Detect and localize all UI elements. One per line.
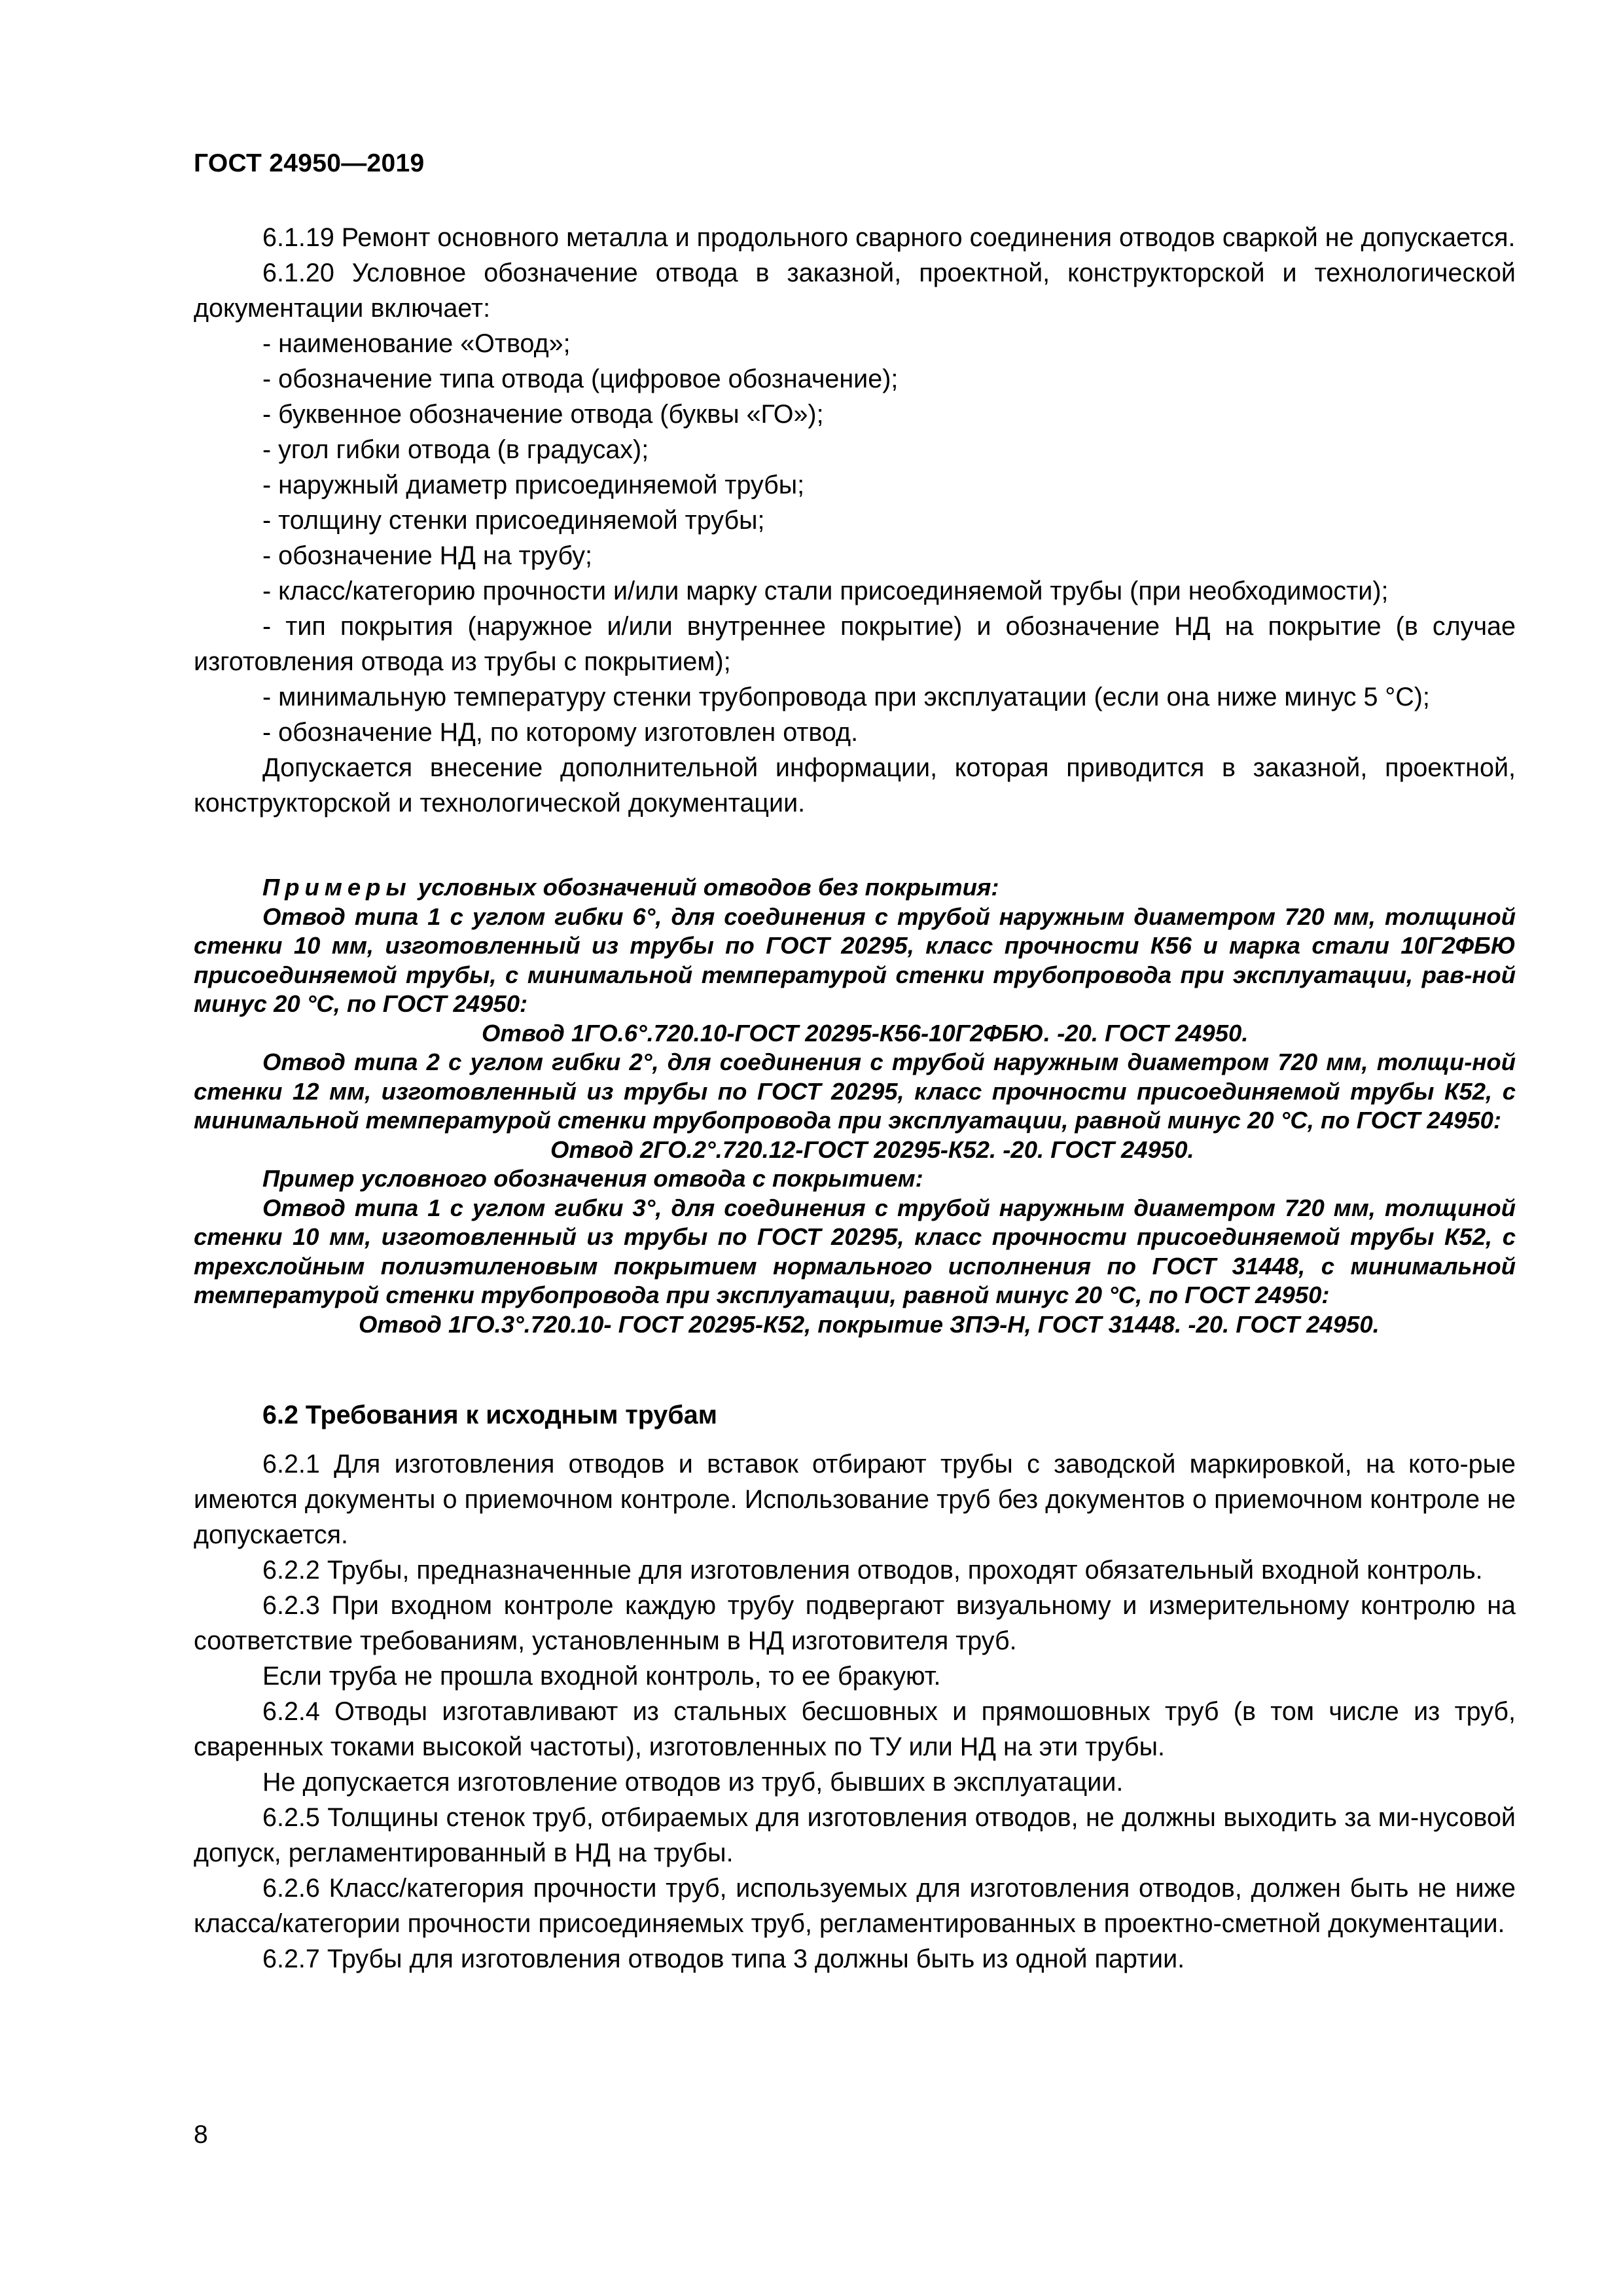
list-item: - угол гибки отвода (в градусах); (262, 435, 649, 464)
page-number: 8 (194, 2121, 208, 2149)
examples-heading (194, 873, 1516, 903)
paragraph-6-2-4: 6.2.4 Отводы изготавливают из стальных бесшовных и прямошовных труб (в том числе из труб, сваренных токами высокой частоты), изготовленных по ТУ или НД на эти трубы. (194, 1697, 1516, 1761)
list-item: - обозначение НД, по которому изготовлен отвод. (262, 718, 859, 747)
section-6-2-title: 6.2 Требования к исходным трубам (262, 1401, 717, 1429)
example-1-text: Отвод типа 1 с углом гибки 6°, для соединения с трубой наружным диаметром 720 мм, толщиной стенки 10 мм, изготовленный из трубы по ГОСТ 20295, класс прочности К56 и марка стали 10Г2ФБЮ присоединяемой трубы, с минимальной температурой стенки трубопровода при эксплуатации, рав-ной минус 20 °С, по ГОСТ 24950: (194, 903, 1516, 1017)
paragraph-6-2-1: 6.2.1 Для изготовления отводов и вставок отбирают трубы с заводской маркировкой, на кото-рые имеются документы о приемочном контроле. Использование труб без документов о приемочном контроле не допускается. (194, 1450, 1516, 1549)
paragraph-6-2-7: 6.2.7 Трубы для изготовления отводов типа 3 должны быть из одной партии. (262, 1945, 1185, 1973)
list-item: - тип покрытия (наружное и/или внутреннее покрытие) и обозначение НД на покрытие (в случае изготовления отвода из трубы с покрытием); (194, 612, 1516, 676)
document-header: ГОСТ 24950—2019 (194, 149, 425, 177)
list-item: - класс/категорию прочности и/или марку стали присоединяемой трубы (при необходимости); (262, 577, 1389, 605)
paragraph-reject: Если труба не прошла входной контроль, то ее бракуют. (262, 1662, 941, 1691)
paragraph-used-pipes: Не допускается изготовление отводов из труб, бывших в эксплуатации. (262, 1768, 1124, 1797)
list-item: - наименование «Отвод»; (262, 329, 571, 358)
list-item: - минимальную температуру стенки трубопровода при эксплуатации (если она ниже минус 5 °С); (262, 683, 1430, 711)
list-item: - толщину стенки присоединяемой трубы; (262, 506, 765, 535)
examples-block (194, 873, 1516, 1339)
paragraph-additional-info: Допускается внесение дополнительной информации, которая приводится в заказной, проектной, конструкторской и технологической документации. (194, 753, 1516, 817)
example-coated-heading: Пример условного обозначения отвода с покрытием: (262, 1165, 923, 1192)
example-2-text: Отвод типа 2 с углом гибки 2°, для соединения с трубой наружным диаметром 720 мм, толщи-ной стенки 12 мм, изготовленный из трубы по ГОСТ 20295, класс прочности присоединяемой трубы К52, с минимальной температурой стенки трубопровода при эксплуатации, равной минус 20 °С, по ГОСТ 24950: (194, 1049, 1516, 1134)
example-3-code: Отвод 1ГО.3°.720.10- ГОСТ 20295-К52, покрытие ЗПЭ-Н, ГОСТ 31448. -20. ГОСТ 24950. (359, 1310, 1380, 1338)
examples-heading-word: Примеры (262, 874, 412, 901)
paragraph-6-1-19: 6.1.19 Ремонт основного металла и продольного сварного соединения отводов сваркой не допускается. (262, 223, 1516, 252)
examples-heading-rest: условных обозначений отводов без покрытия: (411, 874, 999, 901)
paragraph-6-2-2: 6.2.2 Трубы, предназначенные для изготовления отводов, проходят обязательный входной контроль. (262, 1556, 1483, 1585)
paragraph-6-2-3: 6.2.3 При входном контроле каждую трубу подвергают визуальному и измерительному контролю на соответствие требованиям, установленным в НД изготовителя труб. (194, 1591, 1516, 1655)
paragraph-6-2-6: 6.2.6 Класс/категория прочности труб, используемых для изготовления отводов, должен быть не ниже класса/категории прочности присоединяемых труб, регламентированных в проектно-сметной документации. (194, 1874, 1516, 1938)
example-2-code: Отвод 2ГО.2°.720.12-ГОСТ 20295-К52. -20. ГОСТ 24950. (550, 1136, 1194, 1163)
clause-6-1-block (194, 220, 1516, 821)
section-6-2-body (194, 1446, 1516, 1977)
list-item: - обозначение типа отвода (цифровое обозначение); (262, 365, 899, 393)
list-item: - наружный диаметр присоединяемой трубы; (262, 471, 805, 499)
paragraph-6-2-5: 6.2.5 Толщины стенок труб, отбираемых для изготовления отводов, не должны выходить за ми-нусовой допуск, регламентированный в НД на трубы. (194, 1803, 1516, 1867)
list-item: - обозначение НД на трубу; (262, 541, 592, 570)
list-item: - буквенное обозначение отвода (буквы «ГО»); (262, 400, 824, 429)
example-1-code: Отвод 1ГО.6°.720.10-ГОСТ 20295-К56-10Г2ФБЮ. -20. ГОСТ 24950. (482, 1019, 1249, 1047)
paragraph-6-1-20: 6.1.20 Условное обозначение отвода в заказной, проектной, конструкторской и технологической документации включает: (194, 259, 1516, 323)
example-3-text: Отвод типа 1 с углом гибки 3°, для соединения с трубой наружным диаметром 720 мм, толщиной стенки 10 мм, изготовленный из трубы по ГОСТ 20295, класс прочности присоединяемой трубы К52, с трехслойным полиэтиленовым покрытием нормального исполнения по ГОСТ 31448, с минимальной температурой стенки трубопровода при эксплуатации, равной минус 20 °С, по ГОСТ 24950: (194, 1194, 1516, 1308)
